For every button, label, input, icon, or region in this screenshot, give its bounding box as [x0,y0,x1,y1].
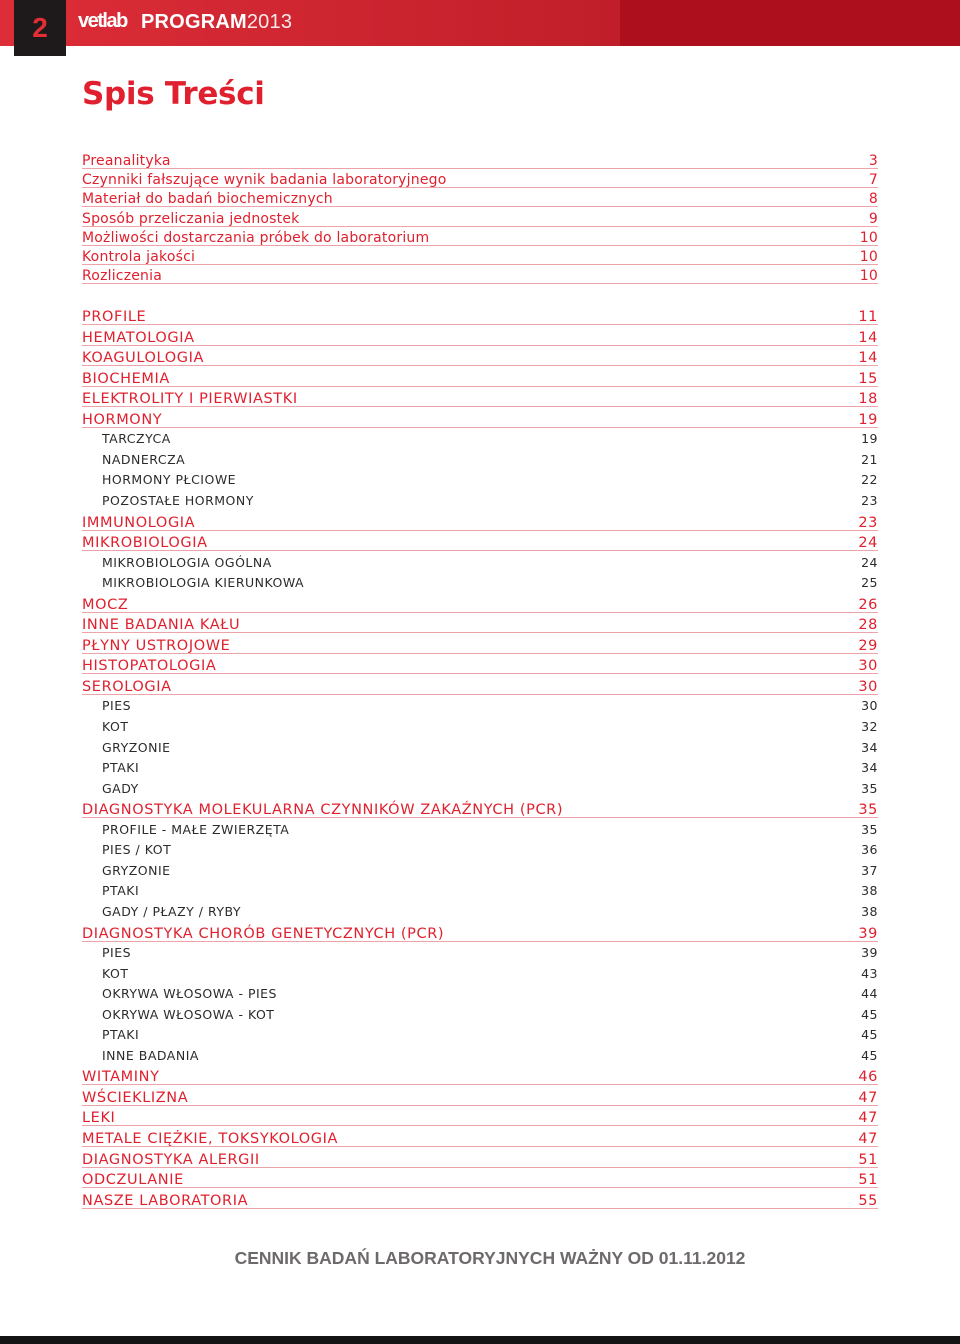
toc-entry-label: PTAKI [102,1027,140,1043]
toc-entry-label: IMMUNOLOGIA [82,514,196,531]
toc-entry-label: ELEKTROLITY I PIERWIASTKI [82,391,298,408]
toc-entry-page: 47 [858,1131,878,1147]
toc-entry-page: 26 [858,596,878,613]
toc-entry-page: 39 [861,945,878,961]
toc-entry-label: Preanalityka [82,153,171,169]
toc-subentry[interactable] [102,468,878,488]
program-year: 2013 [246,11,293,33]
toc-entry-label: Materiał do badań biochemicznych [82,191,333,208]
toc-entry[interactable] [82,633,878,654]
toc-entry-page: 28 [858,617,878,634]
toc-entry-label: PTAKI [102,760,140,776]
toc-entry[interactable] [82,510,878,531]
toc-subentry[interactable] [102,838,878,858]
toc-entry-label: PROFILE - MAŁE ZWIERZĘTA [102,821,290,837]
toc-entry[interactable] [82,263,878,284]
toc-entry-label: METALE CIĘŻKIE, TOKSYKOLOGIA [82,1131,339,1147]
toc-entry-page: 43 [861,965,878,981]
header-accent-strip [620,0,960,46]
toc-entry-label: NADNERCZA [102,451,186,467]
toc-entry-page: 30 [858,678,878,695]
toc-entry-label: WITAMINY [82,1069,160,1086]
toc-entry-page: 46 [858,1069,878,1086]
toc-entry-page: 51 [858,1172,878,1189]
toc-entry-label: PROFILE [82,309,147,325]
toc-entry[interactable] [82,244,878,265]
toc-entry[interactable] [82,674,878,695]
toc-entry-page: 14 [858,350,878,367]
page-title: Spis Treści [82,76,265,112]
toc-entry[interactable] [82,1126,878,1147]
toc-entry-page: 29 [858,637,878,654]
toc-entry-label: INNE BADANIA KAŁU [82,617,241,634]
toc-subentry[interactable] [102,571,878,591]
toc-entry-page: 25 [861,575,878,591]
program-label: PROGRAM [141,11,247,33]
toc-entry[interactable] [82,1064,878,1085]
toc-entry-page: 14 [858,329,878,346]
toc-subentry[interactable] [102,879,878,899]
toc-entry[interactable] [82,612,878,633]
toc-entry-label: OKRYWA WŁOSOWA - PIES [102,986,277,1002]
toc-entry-page: 45 [861,1027,878,1043]
toc-entry-label: HEMATOLOGIA [82,329,195,346]
toc-entry-label: GADY [102,780,139,796]
toc-entry-page: 3 [868,153,878,169]
toc-entry-page: 7 [868,172,878,189]
toc-subentry[interactable] [102,962,878,982]
toc-subentry[interactable] [102,777,878,797]
toc-entry-page: 8 [868,191,878,208]
toc-entry-label: GADY / PŁAZY / RYBY [102,903,241,919]
toc-subentry[interactable] [102,1044,878,1064]
toc-subentry[interactable] [102,859,878,879]
toc-subentry[interactable] [102,736,878,756]
toc-entry[interactable] [82,653,878,674]
toc-entry-label: Sposób przeliczania jednostek [82,210,300,227]
toc-entry-label: DIAGNOSTYKA CHORÓB GENETYCZNYCH (PCR) [82,925,445,942]
toc-entry-page: 37 [861,862,878,878]
toc-entry-page: 35 [861,821,878,837]
footer-note: CENNIK BADAŃ LABORATORYJNYCH WAŻNY OD 01.11.2012 [234,1248,746,1268]
toc-entry[interactable] [82,345,878,366]
toc-entry-page: 45 [861,1006,878,1022]
toc-entry[interactable] [82,325,878,346]
toc-entry[interactable] [82,1167,878,1188]
toc-entry-label: PIES [102,945,132,961]
toc-subentry[interactable] [102,694,878,714]
toc-entry-page: 34 [861,739,878,755]
toc-subentry[interactable] [102,715,878,735]
toc-entry-label: INNE BADANIA [102,1047,199,1063]
toc-entry-page: 24 [861,554,878,570]
page-number: 2 [14,0,66,56]
toc-entry-label: HORMONY [82,411,163,428]
toc-entry-label: HORMONY PŁCIOWE [102,472,237,488]
toc-entry-page: 39 [858,925,878,942]
toc-entry[interactable] [82,1085,878,1106]
toc-entry-page: 55 [858,1192,878,1209]
toc-entry-page: 10 [859,268,878,285]
toc-entry-page: 32 [861,719,878,734]
toc-entry-label: DIAGNOSTYKA ALERGII [82,1151,260,1168]
toc-entry[interactable] [82,225,878,246]
toc-entry-label: MIKROBIOLOGIA [82,535,208,552]
toc-entry-label: BIOCHEMIA [82,370,170,387]
toc-entry-page: 9 [868,210,878,227]
toc-entry-label: PŁYNY USTROJOWE [82,637,231,654]
toc-entry[interactable] [82,1188,878,1209]
toc-entry-label: PIES / KOT [102,842,172,858]
toc-subentry[interactable] [102,982,878,1002]
bottom-bar [0,1336,960,1344]
toc-entry-page: 38 [861,903,878,919]
toc-entry-page: 47 [858,1089,878,1106]
toc-entry-label: MIKROBIOLOGIA KIERUNKOWA [102,575,305,591]
toc-subentry[interactable] [102,756,878,776]
toc-subentry[interactable] [102,427,878,447]
toc-entry-page: 44 [861,986,878,1002]
toc-entry-page: 23 [861,492,878,508]
toc-entry-page: 45 [861,1047,878,1063]
toc-entry-page: 35 [861,780,878,796]
toc-entry[interactable] [82,1147,878,1168]
vetlab-logo: vetlab [78,10,127,32]
toc-subentry[interactable] [102,941,878,961]
toc-subentry[interactable] [102,1023,878,1043]
toc-entry[interactable] [82,1105,878,1126]
toc-entry-page: 21 [861,451,878,467]
toc-subentry[interactable] [102,448,878,468]
toc-entry-label: MOCZ [82,596,129,613]
toc-entry-page: 30 [858,658,878,675]
toc-entry-page: 38 [861,883,878,899]
toc-entry-label: Kontrola jakości [82,249,196,265]
toc-entry-label: ODCZULANIE [82,1172,184,1189]
toc-entry-label: MIKROBIOLOGIA OGÓLNA [102,554,272,570]
toc-entry-page: 19 [861,431,878,447]
toc-entry-label: GRYZONIE [102,862,171,878]
toc-entry-label: OKRYWA WŁOSOWA - KOT [102,1006,275,1022]
toc-entry-page: 15 [858,370,878,387]
toc-subentry[interactable] [102,1003,878,1023]
toc-entry-label: KOT [102,719,129,734]
toc-entry[interactable] [82,167,878,188]
toc-subentry[interactable] [102,818,878,838]
toc-entry-page: 10 [859,249,878,265]
toc-entry[interactable] [82,797,878,818]
toc-entry-label: DIAGNOSTYKA MOLEKULARNA CZYNNIKÓW ZAKAŹNYCH (PCR) [82,802,564,819]
toc-entry-label: LEKI [82,1110,116,1127]
toc-entry-label: HISTOPATOLOGIA [82,658,217,675]
toc-entry[interactable] [82,921,878,942]
toc-entry-label: NASZE LABORATORIA [82,1192,249,1209]
toc-entry-page: 10 [859,229,878,246]
toc-entry-page: 35 [858,802,878,819]
toc-entry-label: Czynniki fałszujące wynik badania laboratoryjnego [82,172,447,189]
toc-entry[interactable] [82,530,878,551]
toc-entry[interactable] [82,186,878,207]
toc-entry-page: 51 [858,1151,878,1168]
toc-entry-label: Możliwości dostarczania próbek do laboratorium [82,229,430,246]
toc-entry-label: TARCZYCA [102,431,171,447]
toc-entry[interactable] [82,592,878,613]
toc-entry[interactable] [82,366,878,387]
toc-entry-page: 36 [861,842,878,858]
toc-subentry[interactable] [102,489,878,509]
toc-entry-label: SEROLOGIA [82,678,172,695]
toc-entry-label: PTAKI [102,883,140,899]
toc-entry[interactable] [82,148,878,169]
toc-entry-page: 19 [858,411,878,428]
toc-entry-page: 11 [858,309,878,325]
toc-entry-label: KOT [102,965,129,981]
toc-entry-label: KOAGULOLOGIA [82,350,204,367]
toc-entry-label: PIES [102,698,132,714]
program-title [141,11,292,34]
toc-entry-page: 30 [861,698,878,714]
toc-entry-page: 18 [858,391,878,408]
toc-entry-label: GRYZONIE [102,739,171,755]
toc-subentry[interactable] [102,551,878,571]
toc-entry-label: Rozliczenia [82,268,162,285]
toc-entry-page: 23 [858,514,878,531]
toc-entry-page: 22 [861,472,878,488]
toc-entry-page: 47 [858,1110,878,1127]
toc-entry-page: 34 [861,760,878,776]
toc-entry[interactable] [82,386,878,407]
toc-entry-page: 24 [858,535,878,552]
toc-entry-label: POZOSTAŁE HORMONY [102,492,254,508]
toc-entry[interactable] [82,407,878,428]
toc-subentry[interactable] [102,900,878,920]
toc-entry[interactable] [82,304,878,325]
toc-entry-label: WŚCIEKLIZNA [82,1089,189,1106]
toc-entry[interactable] [82,206,878,227]
